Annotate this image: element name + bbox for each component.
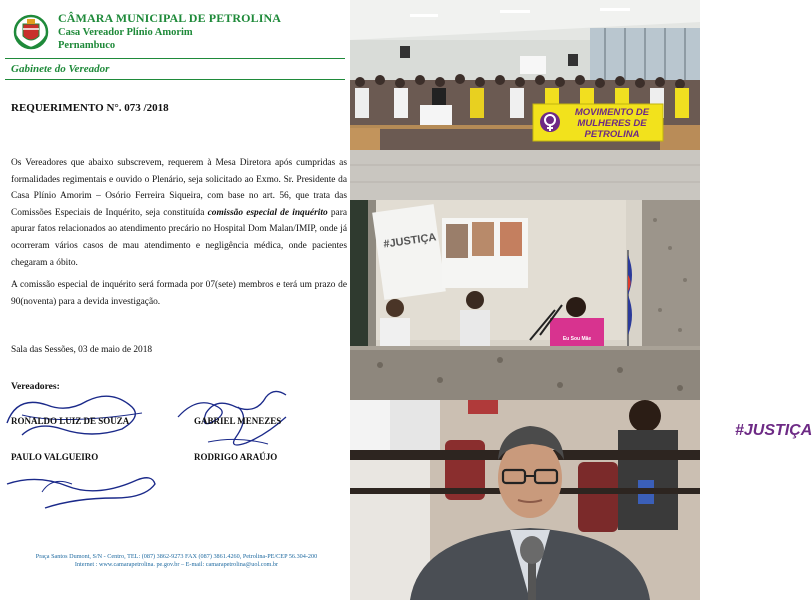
portrait-scene (350, 400, 700, 600)
shirt-text: Eu Sou Mãe (562, 336, 592, 342)
para1-after: para apurar fatos relacionados ao atendimento precário no Hospital Dom Malan/IMIP, onde já ocorreram vários casos de mau atendimento e negligência médica, onde pacientes chegaram a óbito. (11, 207, 347, 268)
photo-councilor-portrait (350, 400, 700, 600)
municipal-crest-icon (12, 14, 50, 50)
request-document (0, 0, 350, 600)
signatory-name-1: RONALDO LUIZ DE SOUZA (11, 416, 130, 426)
signatory-name-4: RODRIGO ARAÚJO (194, 452, 278, 462)
chamber-scene (350, 0, 700, 200)
photo-chamber-protest (350, 0, 700, 200)
session-date: Sala das Sessões, 03 de maio de 2018 (11, 345, 153, 355)
footer-address: Praça Santos Dumont, S/N - Centro, TEL: (087) 3862-9273 FAX (087) 3861.4260, Petrolina-PE/CEP 56.304-200 (35, 553, 318, 560)
signature-paulo (2, 462, 162, 517)
office-label: Gabinete do Vereador (11, 63, 110, 75)
org-name: CÂMARA MUNICIPAL DE PETROLINA (58, 11, 282, 25)
sign-text: #JUSTIÇA (382, 231, 438, 251)
movement-banner (563, 107, 661, 140)
tribune-scene (350, 200, 700, 400)
request-paragraph-2: A comissão especial de inquérito será formada por 07(sete) membros e terá um prazo de 90(noventa) para a devida investigação. (11, 280, 347, 307)
banner-line-1: MOVIMENTO DE (574, 107, 650, 118)
signatory-name-3: PAULO VALGUEIRO (11, 452, 99, 462)
letterhead (58, 11, 343, 51)
footer-contact: Internet : www.camarapetrolina. pe.gov.br – E-mail: camarapetrolina@uol.com.br (74, 561, 279, 568)
para1-emphasis: comissão especial de inquérito (207, 207, 328, 218)
councilors-label: Vereadores: (11, 381, 60, 392)
banner-line-2: MULHERES DE (577, 118, 647, 129)
request-title: REQUERIMENTO N°. 073 /2018 (11, 102, 169, 114)
banner-line-3: PETROLINA (584, 129, 640, 140)
request-paragraph-1 (11, 155, 347, 271)
para1-before: Os Vereadores que abaixo subscrevem, requerem à Mesa Diretora após cumpridas as formalidades regimentais e ouvido o Plenário, seja solicitado ao Exmo. Sr. Presidente da Casa Plínio Amorim – Osório Ferreira Siqueira, com base no art. 56, que trata das Comissões Especiais de Inquérito, seja constituída (11, 158, 347, 218)
signatory-name-2: GABRIEL MENEZES (194, 416, 282, 426)
document-footer (14, 553, 339, 569)
photo-tribune-women: #JUSTIÇA #JUSTIÇA Eu Sou Mãe (350, 200, 700, 400)
state-name: Pernambuco (58, 40, 116, 51)
house-name: Casa Vereador Plínio Amorim (58, 27, 193, 38)
